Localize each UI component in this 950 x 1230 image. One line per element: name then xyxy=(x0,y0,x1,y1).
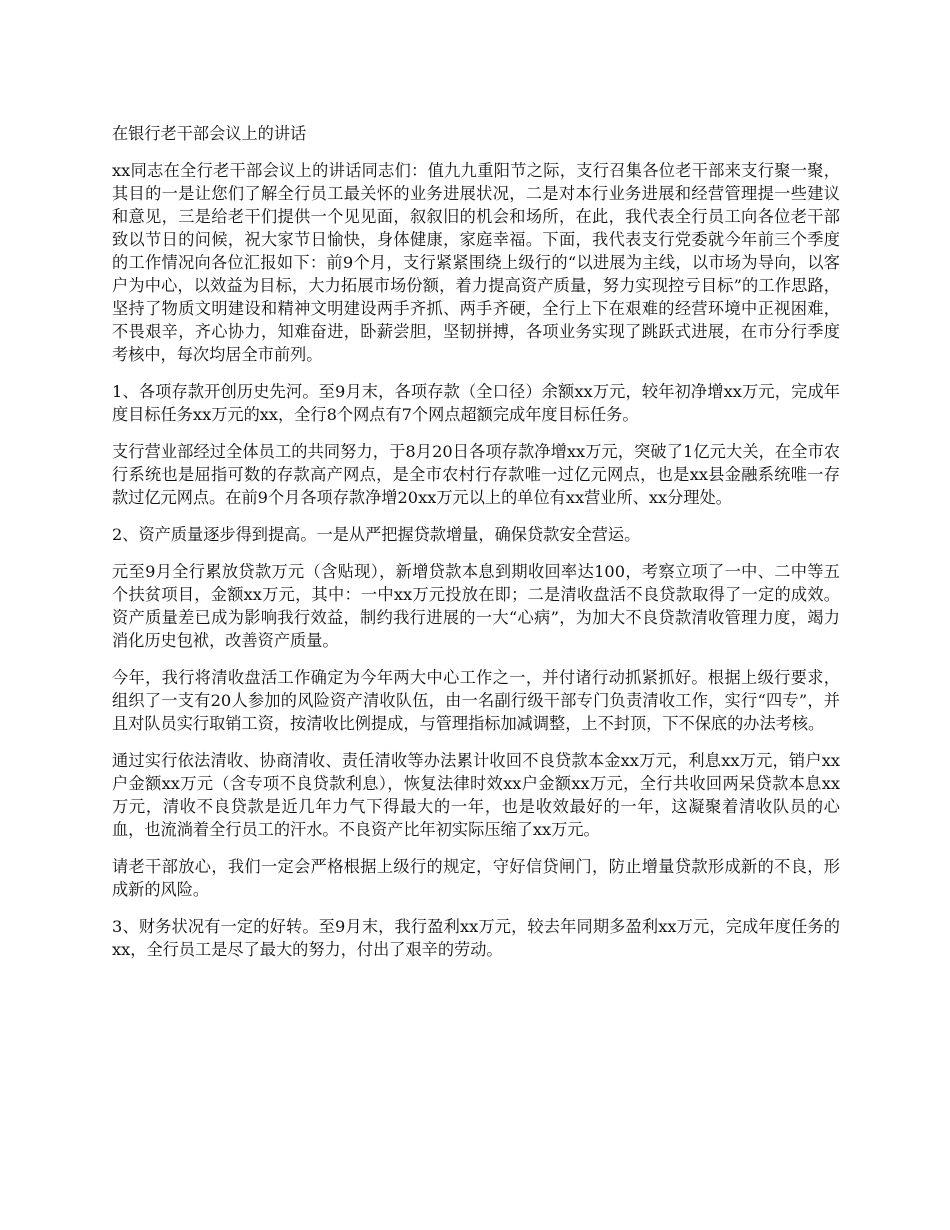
paragraph: 通过实行依法清收、协商清收、责任清收等办法累计收回不良贷款本金xx万元，利息xx万元，销户xx户金额xx万元（含专项不良贷款利息），恢复法律时效xx户金额xx万元，全行共收回两呆贷款本息xx万元，清收不良贷款是近几年力气下得最大的一年，也是收效最好的一年，这凝聚着清收队员的心血，也流淌着全行员工的汗水。不良资产比年初实际压缩了xx万元。 xyxy=(112,751,840,839)
paragraph: 2、资产质量逐步得到提高。一是从严把握贷款增量，确保贷款安全营运。 xyxy=(112,525,641,544)
paragraph: xx同志在全行老干部会议上的讲话同志们：值九九重阳节之际，支行召集各位老干部来支行聚一聚，其目的一是让您们了解全行员工最关怀的业务进展状况，二是对本行业务进展和经营管理提一些建议和意见，三是给老干们提供一个见见面，叙叙旧的机会和场所，在此，我代表全行员工向各位老干部致以节日的问候，祝大家节日愉快，身体健康，家庭幸福。下面，我代表支行党委就今年前三个季度的工作情况向各位汇报如下：前9个月，支行紧紧围绕上级行的“以进展为主线，以市场为导向，以客户为中心，以效益为目标，大力拓展市场份额，着力提高资产质量，努力实现控亏目标”的工作思路，坚持了物质文明建设和精神文明建设两手齐抓、两手齐硬，全行上下在艰难的经营环境中正视困难，不畏艰辛，齐心协力，知难奋进，卧薪尝胆，坚韧拼搏，各项业务实现了跳跃式进展，在市分行季度考核中，每次均居全市前列。 xyxy=(112,161,840,364)
document-title: 在银行老干部会议上的讲话 xyxy=(112,124,307,143)
paragraph: 请老干部放心，我们一定会严格根据上级行的规定，守好信贷闸门，防止增量贷款形成新的不良，形成新的风险。 xyxy=(112,857,840,899)
paragraph: 元至9月全行累放贷款万元（含贴现），新增贷款本息到期收回率达100，考察立项了一中、二中等五个扶贫项目，金额xx万元，其中：一中xx万元投放在即；二是清收盘活不良贷款取得了一定的成效。资产质量差已成为影响我行效益，制约我行进展的一大“心病”，为加大不良贷款清收管理力度，竭力消化历史包袱，改善资产质量。 xyxy=(112,562,840,650)
paragraph: 今年，我行将清收盘活工作确定为今年两大中心工作之一，并付诸行动抓紧抓好。根据上级行要求，组织了一支有20人参加的风险资产清收队伍，由一名副行级干部专门负责清收工作，实行“四专”，并且对队员实行取销工资，按清收比例提成，与管理指标加减调整，上不封顶，下不保底的办法考核。 xyxy=(112,668,840,733)
paragraph: 1、各项存款开创历史先河。至9月末，各项存款（全口径）余额xx万元，较年初净增xx万元，完成年度目标任务xx万元的xx，全行8个网点有7个网点超额完成年度目标任务。 xyxy=(112,382,840,424)
paragraph: 支行营业部经过全体员工的共同努力，于8月20日各项存款净增xx万元，突破了1亿元大关，在全市农行系统也是屈指可数的存款高产网点，是全市农村行存款唯一过亿元网点，也是xx县金融系统唯一存款过亿元网点。在前9个月各项存款净增20xx万元以上的单位有xx营业所、xx分理处。 xyxy=(112,442,840,507)
document-body xyxy=(112,122,840,975)
paragraph: 3、财务状况有一定的好转。至9月末，我行盈利xx万元，较去年同期多盈利xx万元，完成年度任务的xx，全行员工是尽了最大的努力，付出了艰辛的劳动。 xyxy=(112,917,840,959)
